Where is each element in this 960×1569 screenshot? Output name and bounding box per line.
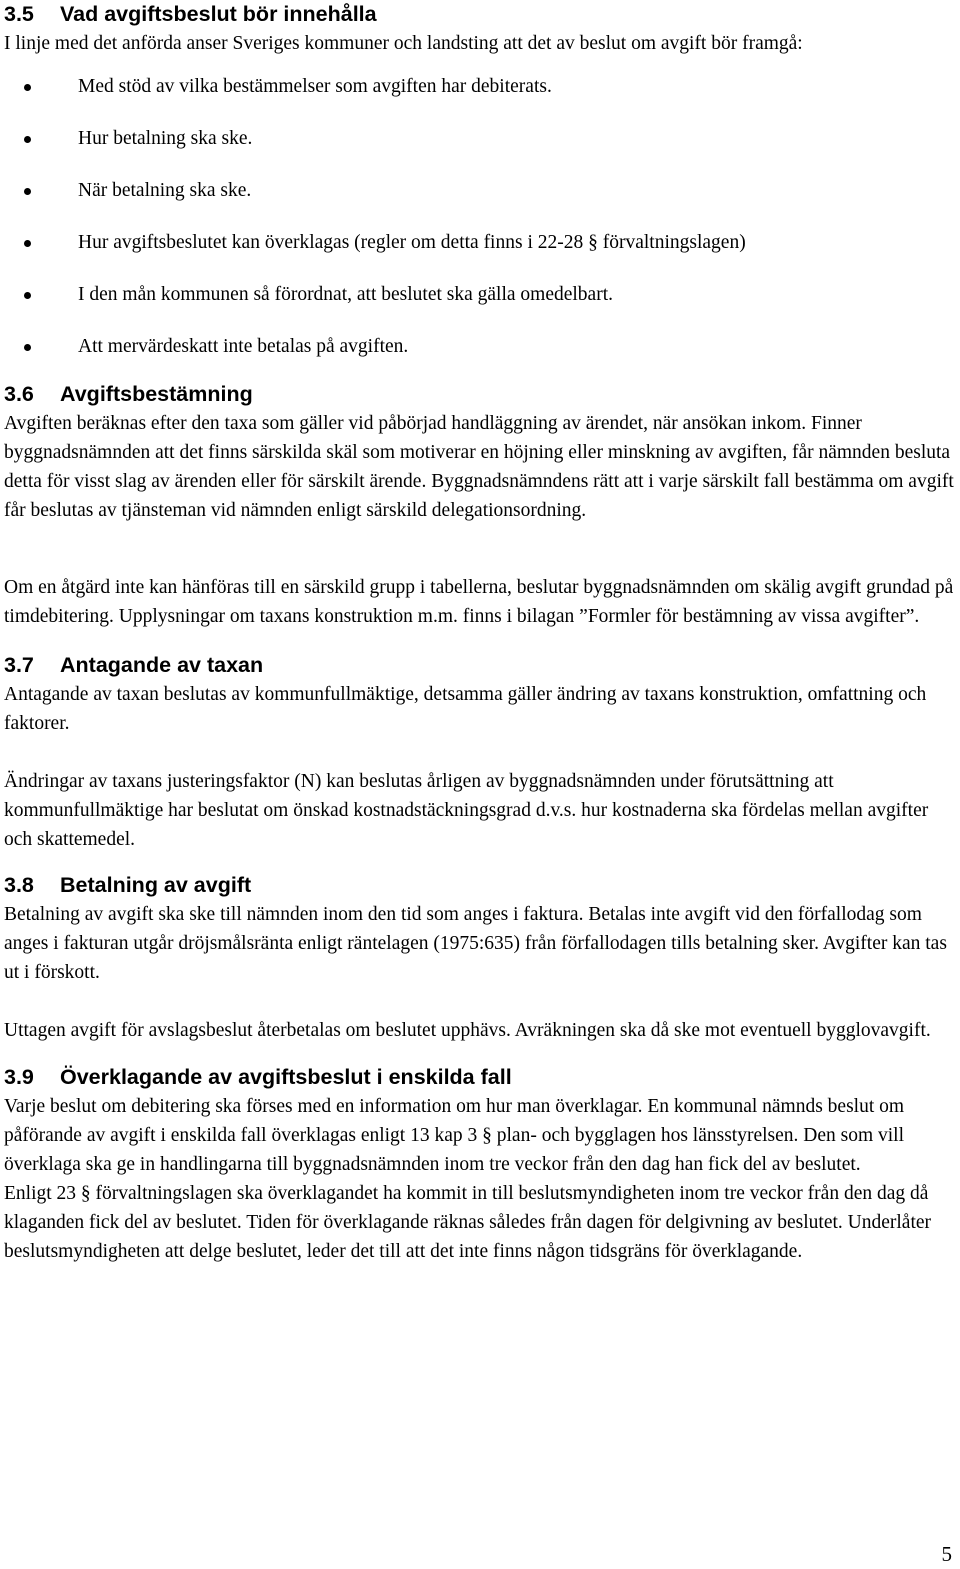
bullet-icon	[24, 136, 31, 143]
section-heading	[4, 380, 956, 409]
bullet-icon	[24, 84, 31, 91]
list-item-text: Hur betalning ska ske.	[78, 128, 253, 149]
page-number: 5	[941, 1542, 952, 1566]
list-item	[4, 280, 956, 332]
section-number: 3.9	[4, 1065, 34, 1089]
list-item	[4, 72, 956, 124]
paragraph: Ändringar av taxans justeringsfaktor (N) kan beslutas årligen av byggnadsnämnden under förutsättning att kommunfullmäktige har beslutat om önskad kostnadstäckningsgrad d.v.s. hur kostnaderna ska fördelas mellan avgifter och skattemedel.	[4, 771, 929, 850]
paragraph: Uttagen avgift för avslagsbeslut återbetalas om beslutet upphävs. Avräkningen ska då ske mot eventuell bygglovavgift.	[4, 1020, 931, 1041]
section-number: 3.8	[4, 873, 34, 897]
list-item	[4, 332, 956, 368]
bullet-icon	[24, 292, 31, 299]
paragraph: Om en åtgärd inte kan hänföras till en särskild grupp i tabellerna, beslutar byggnadsnämnden om skälig avgift grundad på timdebitering. Upplysningar om taxans konstruktion m.m. finns i bilagan ”Formler för bestämning av vissa avgifter”.	[4, 577, 954, 627]
section-3-5	[4, 0, 956, 368]
list-item-text: Att mervärdeskatt inte betalas på avgiften.	[78, 336, 409, 357]
section-3-8	[4, 871, 956, 1045]
list-item-text: Med stöd av vilka bestämmelser som avgiften har debiterats.	[78, 76, 552, 97]
spacer	[4, 525, 956, 554]
section-heading	[4, 651, 956, 680]
spacer	[4, 554, 956, 573]
section-title: Vad avgiftsbeslut bör innehålla	[60, 2, 377, 26]
list-item	[4, 176, 956, 228]
spacer	[4, 854, 956, 871]
section-heading	[4, 871, 956, 900]
paragraph: Antagande av taxan beslutas av kommunfullmäktige, detsamma gäller ändring av taxans konstruktion, omfattning och faktorer.	[4, 684, 927, 734]
spacer	[4, 1045, 956, 1063]
list-item	[4, 228, 956, 280]
section-3-9	[4, 1063, 956, 1266]
section-title: Avgiftsbestämning	[60, 382, 253, 406]
spacer	[4, 987, 956, 1016]
section-title: Betalning av avgift	[60, 873, 252, 897]
section-title: Antagande av taxan	[60, 653, 264, 677]
section-title: Överklagande av avgiftsbeslut i enskilda fall	[60, 1065, 512, 1089]
paragraph: Avgiften beräknas efter den taxa som gäller vid påbörjad handläggning av ärendet, när ansökan inkom. Finner byggnadsnämnden att det finns särskilda skäl som motiverar en höjning eller minskning av avgiften, får nämnden besluta detta för visst slag av ärenden eller för särskilt ärende. Byggnadsnämndens rätt att i varje särskilt fall bestämma om avgift får beslutas av tjänsteman vid nämnden enligt särskild delegationsordning.	[4, 413, 954, 521]
paragraph: Varje beslut om debitering ska förses med en information om hur man överklagar. En kommunal nämnds beslut om påförande av avgift i enskilda fall överklagas enligt 13 kap 3 § plan- och bygglagen hos länsstyrelsen. Den som vill överklaga ska ge in handlingarna till byggnadsnämnden inom tre veckor från den dag han fick del av beslutet.	[4, 1096, 905, 1175]
bullet-icon	[24, 344, 31, 351]
bullet-list	[4, 72, 956, 368]
paragraph: I linje med det anförda anser Sveriges kommuner och landsting att det av beslut om avgift bör framgå:	[4, 33, 803, 54]
section-heading	[4, 1063, 956, 1092]
section-number: 3.6	[4, 382, 34, 406]
spacer	[4, 738, 956, 767]
spacer	[4, 631, 956, 651]
section-heading	[4, 0, 956, 29]
section-3-6	[4, 380, 956, 631]
list-item	[4, 124, 956, 176]
bullet-icon	[24, 240, 31, 247]
paragraph: Enligt 23 § förvaltningslagen ska överklagandet ha kommit in till beslutsmyndigheten inom tre veckor från den dag då klaganden fick del av beslutet. Tiden för överklagande räknas således från dagen för delgivning av beslutet. Underlåter beslutsmyndigheten att delge beslutet, leder det till att det inte finns någon tidsgräns för överklagande.	[4, 1183, 932, 1262]
paragraph: Betalning av avgift ska ske till nämnden inom den tid som anges i faktura. Betalas inte avgift vid den förfallodag som anges i fakturan utgår dröjsmålsränta enligt räntelagen (1975:635) från förfallodagen tills betalning sker. Avgifter kan tas ut i förskott.	[4, 904, 947, 983]
document-page	[4, 0, 956, 1266]
section-3-7	[4, 651, 956, 854]
list-item-text: När betalning ska ske.	[78, 180, 252, 201]
list-item-text: I den mån kommunen så förordnat, att beslutet ska gälla omedelbart.	[78, 284, 614, 305]
bullet-icon	[24, 188, 31, 195]
list-item-text: Hur avgiftsbeslutet kan överklagas (regler om detta finns i 22-28 § förvaltningslagen)	[78, 232, 746, 253]
section-number: 3.7	[4, 653, 34, 677]
section-number: 3.5	[4, 2, 34, 26]
